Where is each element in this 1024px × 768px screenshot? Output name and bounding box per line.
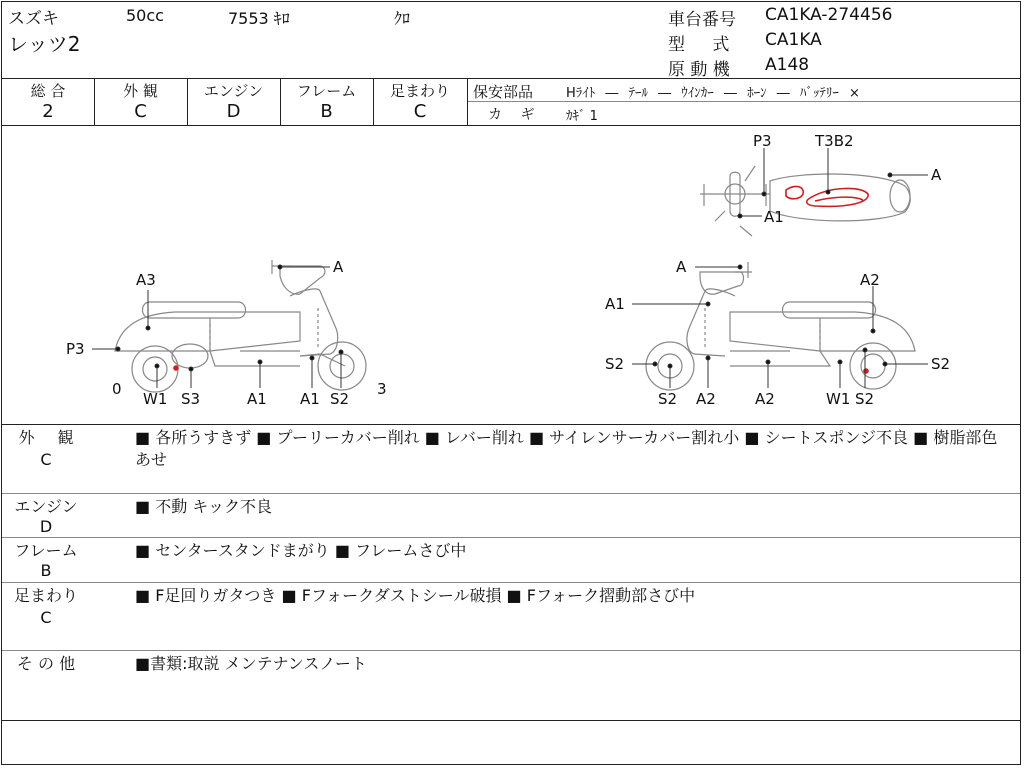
frame-no-label: 車台番号: [668, 10, 736, 30]
left-label-w1: W1: [143, 390, 168, 408]
section-frame-label: フレーム: [14, 541, 78, 560]
grade-exterior-label: 外 観: [123, 82, 158, 100]
right-label-s2-d: S2: [931, 355, 951, 373]
section-frame-text: ■ センタースタンドまがり ■ フレームさび中: [135, 541, 467, 560]
key-value: ｶｷﾞ 1: [566, 109, 598, 124]
mileage: 7553 ｷﾛ: [228, 9, 290, 28]
left-label-s3: S3: [181, 390, 201, 408]
color: ｸﾛ: [394, 9, 411, 28]
top-label-a: A: [931, 166, 942, 184]
engine-label: 原 動 機: [668, 60, 730, 80]
top-label-t3b2: T3B2: [815, 132, 854, 150]
left-label-3: 3: [377, 380, 387, 398]
key-label: カ ギ: [488, 107, 535, 123]
section-exterior-text: ■ 各所うすきず ■ プーリーカバー削れ ■ レバー削れ ■ サイレンサーカバー割れ小 ■ シートスポンジ不良 ■ 樹脂部色あせ: [135, 428, 998, 469]
type-value: CA1KA: [765, 30, 822, 50]
section-engine-grade: D: [39, 517, 53, 536]
right-label-a: A: [676, 258, 687, 276]
grade-exterior-value: C: [134, 101, 147, 122]
section-other-text: ■書類:取説 メンテナンスノート: [135, 654, 367, 673]
maker: スズキ: [8, 9, 59, 29]
left-label-a3: A3: [136, 271, 156, 289]
engine-value: A148: [765, 55, 810, 75]
right-label-a1: A1: [605, 295, 625, 313]
grade-overall-value: 2: [42, 101, 54, 122]
damage-diagram: [0, 126, 1024, 424]
grade-frame-value: B: [320, 101, 333, 122]
section-suspension-label: 足まわり: [13, 586, 78, 605]
top-label-p3: P3: [753, 132, 772, 150]
section-engine-text: ■ 不動 キック不良: [135, 497, 272, 516]
left-label-a1-b: A1: [300, 390, 320, 408]
scooter-top-view: [700, 166, 910, 236]
section-engine-label: エンジン: [14, 497, 78, 516]
type-label: 型 式: [668, 35, 730, 55]
right-label-a2-b: A2: [696, 390, 716, 408]
left-label-s2: S2: [330, 390, 350, 408]
displacement: 50cc: [126, 6, 164, 25]
frame-no: CA1KA-274456: [765, 5, 893, 25]
grade-engine-value: D: [226, 101, 241, 122]
left-label-a1: A1: [247, 390, 267, 408]
grade-overall-label: 総 合: [30, 82, 66, 100]
right-label-s2-c: S2: [855, 390, 875, 408]
safety-items: Hﾗｲﾄ ― ﾃｰﾙ ― ｳｲﾝｶｰ ― ﾎｰﾝ ― ﾊﾞｯﾃﾘｰ ×: [566, 86, 860, 101]
section-exterior-grade: C: [40, 450, 52, 469]
right-label-s2-b: S2: [658, 390, 678, 408]
section-suspension-text: ■ F足回りガタつき ■ Fフォークダストシール破損 ■ Fフォーク摺動部さび中: [135, 586, 696, 605]
safety-label: 保安部品: [473, 83, 534, 101]
section-suspension-grade: C: [40, 608, 52, 627]
right-label-w1: W1: [826, 390, 851, 408]
grade-frame-label: フレーム: [296, 82, 357, 100]
section-exterior-label: 外 観: [18, 428, 74, 447]
left-label-p3: P3: [66, 340, 85, 358]
section-frame-grade: B: [40, 561, 52, 580]
left-label-0: 0: [112, 380, 122, 398]
grade-suspension-value: C: [413, 101, 427, 122]
right-label-a2: A2: [860, 271, 880, 289]
right-label-s2: S2: [605, 355, 625, 373]
grade-suspension-label: 足まわり: [389, 82, 450, 100]
section-other-label: そ の 他: [16, 654, 76, 673]
top-label-a1: A1: [764, 208, 784, 226]
grade-engine-label: エンジン: [203, 82, 264, 100]
right-label-a2-c: A2: [755, 390, 775, 408]
model-name: レッツ2: [8, 32, 81, 56]
left-label-a: A: [333, 258, 344, 276]
